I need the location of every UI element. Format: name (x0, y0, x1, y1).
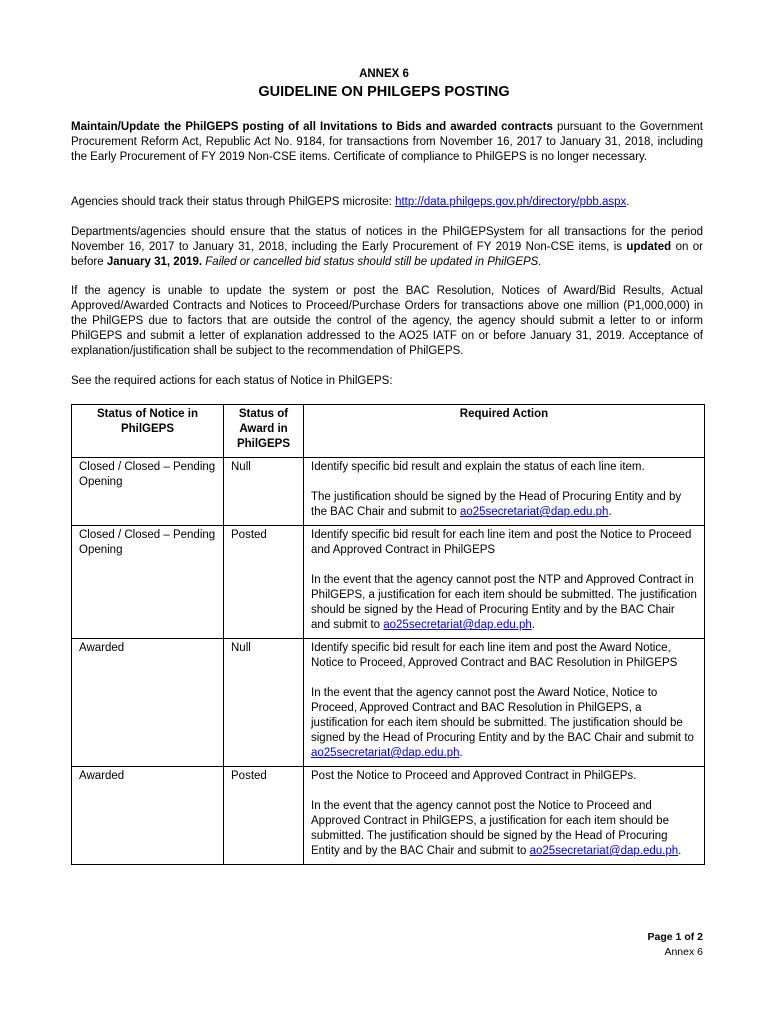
action-justification (311, 573, 697, 633)
cell-notice-status: Closed / Closed – Pending Opening (72, 526, 224, 639)
cell-required-action (304, 767, 705, 865)
paragraph-text: pursuant to the Government Procurement Reform Act, Republic Act No. 9184, for transactions from November 16, 2017 to January 31, 2018, including the Early Procurement of FY 2019 Non-CSE items. Certificate of compliance to PhilGEPS is no longer necessary. (71, 121, 703, 163)
cell-required-action (304, 458, 705, 526)
action-text: Post the Notice to Proceed and Approved Contract in PhilGEPs. (311, 770, 637, 782)
cell-award-status: Posted (224, 767, 304, 865)
paragraph-see-actions: See the required actions for each status of Notice in PhilGEPS: (71, 375, 393, 387)
table-row (72, 458, 705, 526)
email-link[interactable]: ao25secretariat@dap.edu.ph (459, 506, 609, 518)
email-link[interactable]: ao25secretariat@dap.edu.ph (383, 619, 532, 631)
page-title: GUIDELINE ON PHILGEPS POSTING (258, 84, 510, 100)
action-text: Identify specific bid result for each line item and post the Award Notice, Notice to Proceed, Approved Contract and BAC Resolution in PhilGEPS (311, 642, 678, 669)
action-text: In the event that the agency cannot post the Notice to Proceed and Approved Contract in PhilGEPS, a justification for each item should be submitted. The justification should be signed by the Head of Procuring Entity and by the BAC Chair and submit to (311, 800, 669, 857)
table-row (72, 767, 705, 865)
cell-notice-status: Awarded (72, 767, 224, 865)
header-status-notice: Status of Notice in PhilGEPS (72, 405, 224, 458)
cell-notice-status: Closed / Closed – Pending Opening (72, 458, 224, 526)
paragraph-departments (71, 225, 703, 270)
email-link[interactable]: ao25secretariat@dap.edu.ph (529, 845, 679, 857)
action-justification (311, 799, 697, 859)
paragraph-text: on or before (71, 241, 703, 268)
paragraph-text: . (626, 196, 630, 208)
cell-award-status: Posted (224, 526, 304, 639)
cell-required-action (304, 526, 705, 639)
table-row (72, 639, 705, 767)
cell-required-action (304, 639, 705, 767)
cell-notice-status: Awarded (72, 639, 224, 767)
period: . (678, 845, 682, 857)
italic-note: Failed or cancelled bid status should still be updated in PhilGEPS. (202, 256, 542, 268)
header-required-action: Required Action (304, 405, 705, 458)
table-row (72, 526, 705, 639)
period: . (459, 747, 463, 759)
annex-label: ANNEX 6 (359, 68, 409, 80)
action-text: Identify specific bid result and explain the status of each line item. (311, 461, 645, 473)
paragraph-bold-lead: Maintain/Update the PhilGEPS posting of all Invitations to Bids and awarded contracts (71, 121, 553, 133)
action-text: The justification should be signed by the Head of Procuring Entity and by the BAC Chair and submit to (311, 491, 682, 518)
header-status-award: Status of Award in PhilGEPS (224, 405, 304, 458)
cell-award-status: Null (224, 639, 304, 767)
action-justification (311, 686, 697, 761)
footer-annex: Annex 6 (664, 946, 703, 958)
paragraph-microsite (71, 195, 703, 210)
paragraph-text: Departments/agencies should ensure that the status of notices in the PhilGEPSystem for all transactions for the period November 16, 2017 to January 31, 2018, including the Early Procurement of FY 2019 Non-CSE items, is (71, 226, 703, 253)
action-text: Identify specific bid result for each line item and post the Notice to Proceed and Approved Contract in PhilGEPS (311, 529, 692, 556)
microsite-link[interactable]: http://data.philgeps.gov.ph/directory/pbb.aspx (395, 196, 627, 208)
bold-updated: updated (626, 241, 672, 253)
page-footer (648, 930, 703, 960)
period: . (608, 506, 612, 518)
period: . (531, 619, 535, 631)
action-justification (311, 490, 697, 520)
bold-deadline: January 31, 2019. (106, 256, 203, 268)
paragraph-maintain-update (71, 120, 703, 165)
action-text: In the event that the agency cannot post the Award Notice, Notice to Proceed, Approved Contract and BAC Resolution in PhilGEPS, a justification for each item should be submitted. The justification should be signed by the Head of Procuring Entity and by the BAC Chair and submit to (311, 687, 694, 744)
cell-award-status: Null (224, 458, 304, 526)
table-header-row (72, 405, 705, 458)
paragraph-unable-to-update: If the agency is unable to update the system or post the BAC Resolution, Notices of Award/Bid Results, Actual Approved/Awarded Contracts and Notices to Proceed/Purchase Orders for transactions above one million (P1,000,000) in the PhilGEPS due to factors that are outside the control of the agency, the agency should submit a letter to or inform PhilGEPS and submit a letter of explanation addressed to the AO25 IATF on or before January 31, 2019. Acceptance of explanation/justification shall be subject to the recommendation of PhilGEPS. (71, 285, 703, 357)
action-text: In the event that the agency cannot post the NTP and Approved Contract in PhilGEPS, a justification for each item should be submitted. The justification should be signed by the Head of Procuring Entity and by the BAC Chair and submit to (311, 574, 697, 631)
paragraph-text: Agencies should track their status through PhilGEPS microsite: (71, 196, 396, 208)
email-link[interactable]: ao25secretariat@dap.edu.ph (311, 747, 460, 759)
required-actions-table (71, 404, 705, 865)
page-number: Page 1 of 2 (647, 931, 703, 943)
